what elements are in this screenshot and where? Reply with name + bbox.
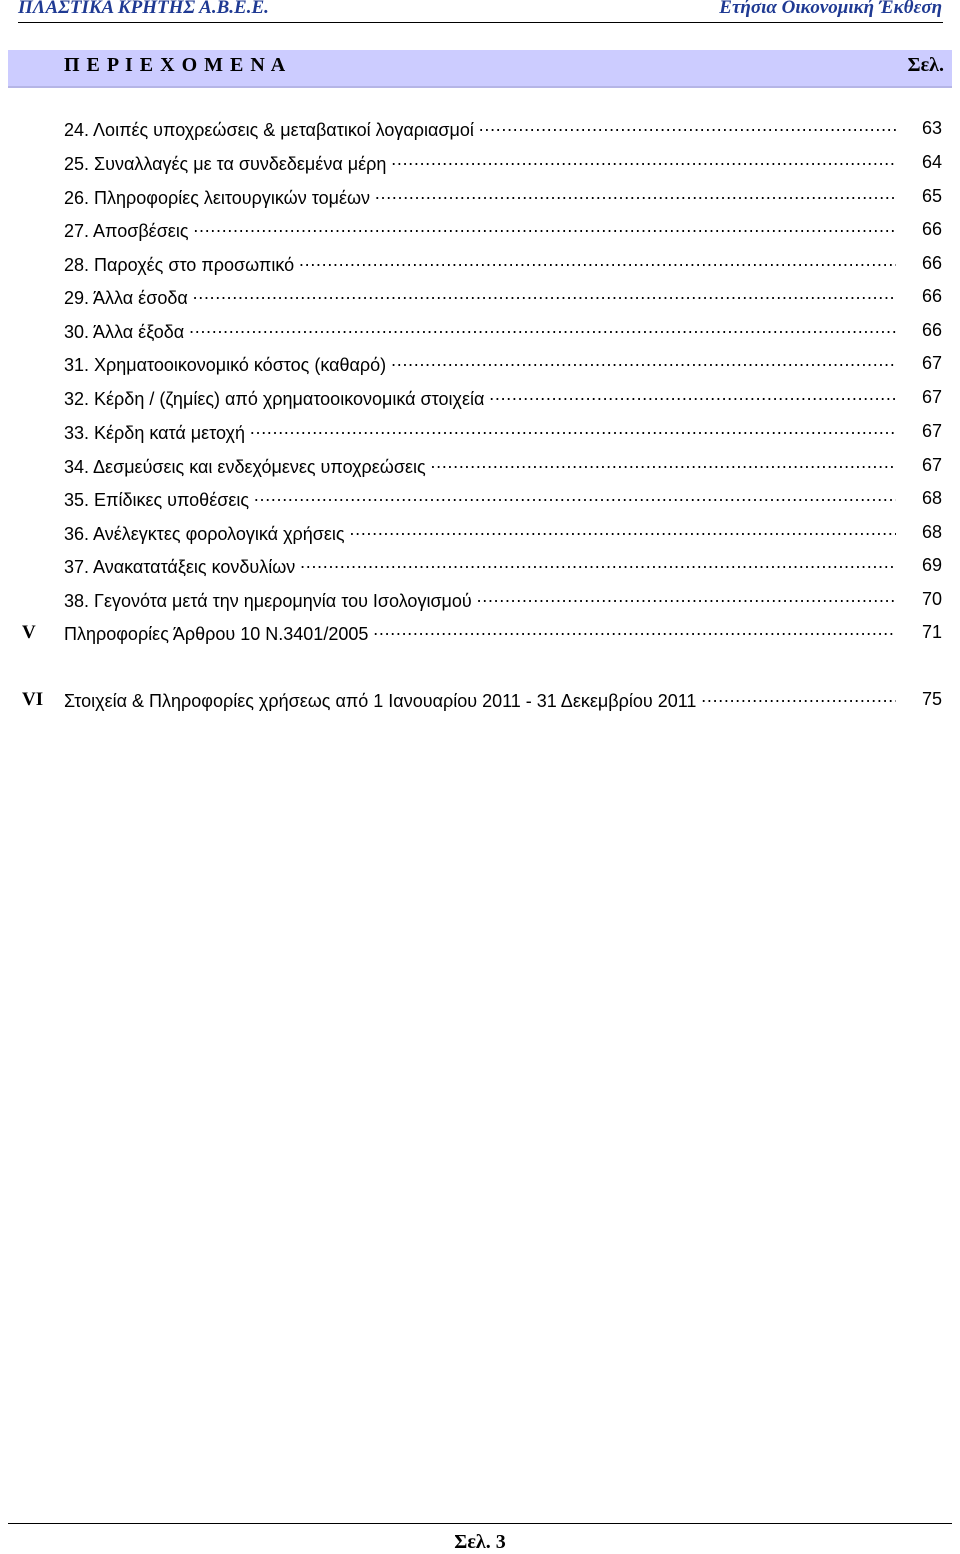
toc-label: 35. Επίδικες υποθέσεις [64, 490, 250, 510]
toc-page: 69 [921, 555, 942, 575]
toc-label: 24. Λοιπές υποχρεώσεις & μεταβατικοί λογαριασμοί [64, 120, 474, 140]
dot-leader [476, 589, 896, 607]
dot-leader [390, 152, 896, 170]
contents-title: Π Ε Ρ Ι Ε Χ Ο Μ Ε Ν Α [64, 54, 287, 76]
dot-leader [488, 387, 896, 405]
dot-leader [374, 186, 896, 204]
toc-page: 67 [921, 455, 942, 475]
toc-row[interactable] [0, 387, 960, 415]
page-column-label: Σελ. [907, 54, 944, 76]
toc-page: 70 [921, 589, 942, 609]
dot-leader [188, 320, 896, 338]
toc-page: 63 [921, 118, 942, 138]
toc-page: 68 [921, 522, 942, 542]
contents-heading-band [8, 50, 952, 88]
toc-page: 75 [921, 689, 942, 709]
toc-page: 66 [921, 219, 942, 239]
toc-row[interactable] [0, 286, 960, 314]
toc-label: 34. Δεσμεύσεις και ενδεχόμενες υποχρεώσεις [64, 457, 426, 477]
toc-section-row[interactable] [0, 622, 960, 650]
toc-page: 66 [921, 320, 942, 340]
toc-row[interactable] [0, 488, 960, 516]
footer-divider [8, 1523, 952, 1524]
toc-section-row[interactable] [0, 689, 960, 717]
section-numeral: V [22, 622, 36, 643]
section-numeral: VI [22, 689, 44, 710]
dot-leader [253, 488, 896, 506]
toc-page: 64 [921, 152, 942, 172]
dot-leader [193, 219, 896, 237]
toc-label: 30. Άλλα έξοδα [64, 322, 185, 342]
dot-leader [430, 455, 896, 473]
toc-label: Πληροφορίες Άρθρου 10 Ν.3401/2005 [64, 624, 369, 644]
toc-label: 36. Ανέλεγκτες φορολογικά χρήσεις [64, 524, 345, 544]
toc-row[interactable] [0, 522, 960, 550]
dot-leader [298, 253, 896, 271]
page-header [0, 0, 960, 22]
toc-row[interactable] [0, 320, 960, 348]
toc-label: 31. Χρηματοοικονομικό κόστος (καθαρό) [64, 355, 387, 375]
toc-page: 66 [921, 286, 942, 306]
toc-label: 26. Πληροφορίες λειτουργικών τομέων [64, 188, 371, 208]
toc-page: 67 [921, 353, 942, 373]
toc-label: Στοιχεία & Πληροφορίες χρήσεως από 1 Ιανουαρίου 2011 - 31 Δεκεμβρίου 2011 [64, 691, 697, 711]
dot-leader [478, 118, 896, 136]
toc-page: 67 [921, 421, 942, 441]
dot-leader [349, 522, 896, 540]
dot-leader [700, 689, 896, 707]
toc-row[interactable] [0, 118, 960, 146]
toc-label: 25. Συναλλαγές με τα συνδεδεμένα μέρη [64, 154, 387, 174]
toc-row[interactable] [0, 219, 960, 247]
dot-leader [192, 286, 896, 304]
header-divider [18, 22, 943, 23]
toc-row[interactable] [0, 186, 960, 214]
toc-label: 38. Γεγονότα μετά την ημερομηνία του Ισολογισμού [64, 591, 472, 611]
toc-row[interactable] [0, 421, 960, 449]
toc-page: 65 [921, 186, 942, 206]
toc-row[interactable] [0, 353, 960, 381]
toc-label: 32. Κέρδη / (ζημίες) από χρηματοοικονομικά στοιχεία [64, 389, 485, 409]
toc-label: 27. Αποσβέσεις [64, 221, 189, 241]
toc-page: 66 [921, 253, 942, 273]
dot-leader [372, 622, 896, 640]
toc-row[interactable] [0, 555, 960, 583]
toc-row[interactable] [0, 253, 960, 281]
toc-page: 71 [921, 622, 942, 642]
dot-leader [299, 555, 896, 573]
toc-label: 37. Ανακατατάξεις κονδυλίων [64, 557, 296, 577]
page-number: Σελ. 3 [454, 1531, 506, 1553]
toc-label: 28. Παροχές στο προσωπικό [64, 255, 295, 275]
company-name: ΠΛΑΣΤΙΚΑ ΚΡΗΤΗΣ Α.Β.Ε.Ε. [18, 0, 269, 18]
toc-label: 29. Άλλα έσοδα [64, 288, 188, 308]
toc-page: 67 [921, 387, 942, 407]
toc-label: 33. Κέρδη κατά μετοχή [64, 423, 246, 443]
toc-row[interactable] [0, 152, 960, 180]
report-title: Ετήσια Οικονομική Έκθεση [719, 0, 942, 18]
dot-leader [249, 421, 896, 439]
toc-page: 68 [921, 488, 942, 508]
dot-leader [390, 353, 896, 371]
toc-row[interactable] [0, 589, 960, 617]
toc-row[interactable] [0, 455, 960, 483]
